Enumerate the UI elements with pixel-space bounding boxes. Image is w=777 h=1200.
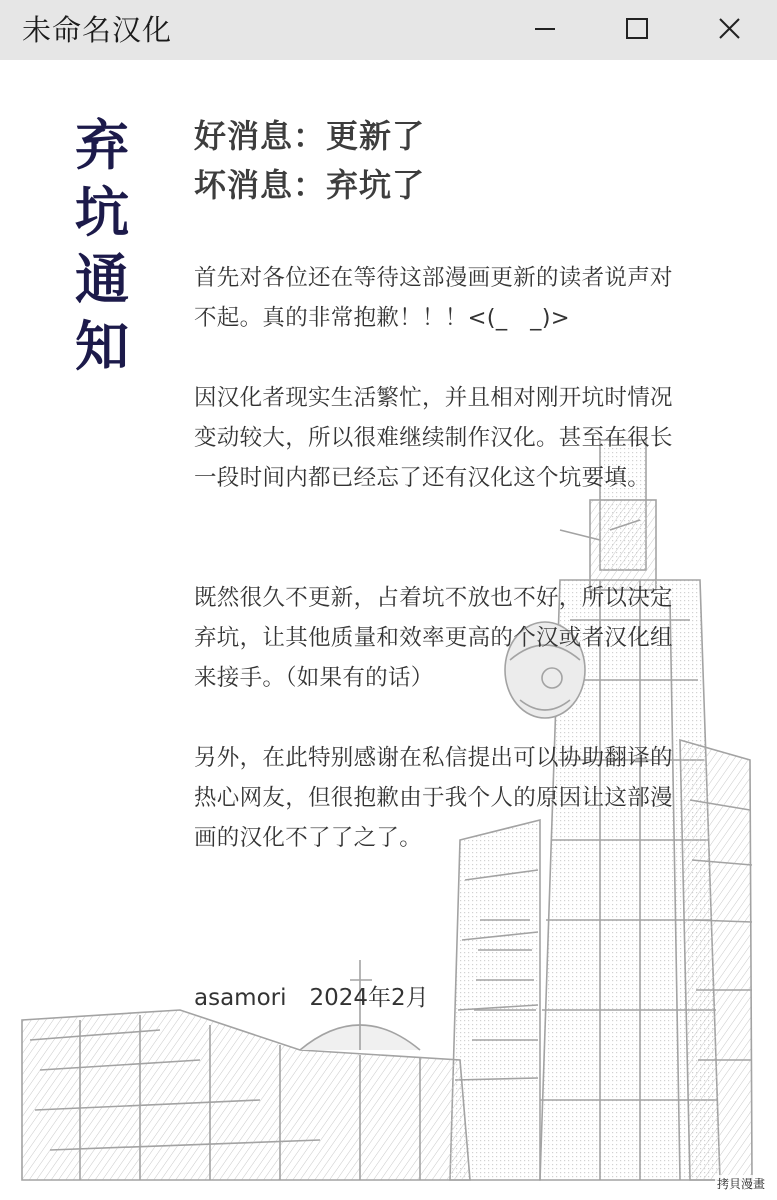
signature: asamori 2024年2月 — [194, 985, 429, 1011]
headline-good-news: 好消息：更新了 — [194, 117, 426, 155]
minimize-button[interactable] — [499, 0, 591, 60]
notice-paragraph: 另外，在此特别感谢在私信提出可以协助翻译的热心网友，但很抱歉由于我个人的原因让这部漫画的汉化不了了之了。 — [194, 745, 673, 851]
vertical-title-char: 弃 — [75, 114, 129, 177]
close-icon — [684, 0, 776, 60]
vertical-title-char: 坑 — [75, 181, 129, 244]
vertical-title-char: 知 — [75, 315, 129, 378]
headline-bad-news: 坏消息：弃坑了 — [194, 166, 426, 204]
window-title: 未命名汉化 — [22, 13, 173, 47]
notice-paragraph: 因汉化者现实生活繁忙，并且相对刚开坑时情况变动较大，所以很难继续制作汉化。甚至在很长一段时间内都已经忘了还有汉化这个坑要填。 — [194, 385, 673, 491]
minimize-icon — [499, 0, 591, 60]
notice-page — [0, 60, 777, 1200]
maximize-icon — [591, 0, 683, 60]
close-button[interactable] — [684, 0, 776, 60]
vertical-title-char: 通 — [75, 248, 129, 311]
notice-vertical-title — [72, 112, 132, 380]
watermark: 拷貝漫畫 — [716, 1177, 765, 1191]
notice-paragraph: 首先对各位还在等待这部漫画更新的读者说声对不起。真的非常抱歉！！！<(_ _)> — [194, 265, 673, 331]
title-bar[interactable] — [0, 0, 777, 60]
notice-paragraph: 既然很久不更新，占着坑不放也不好，所以决定弃坑，让其他质量和效率更高的个汉或者汉化组来接手。（如果有的话） — [194, 585, 673, 691]
maximize-button[interactable] — [591, 0, 683, 60]
